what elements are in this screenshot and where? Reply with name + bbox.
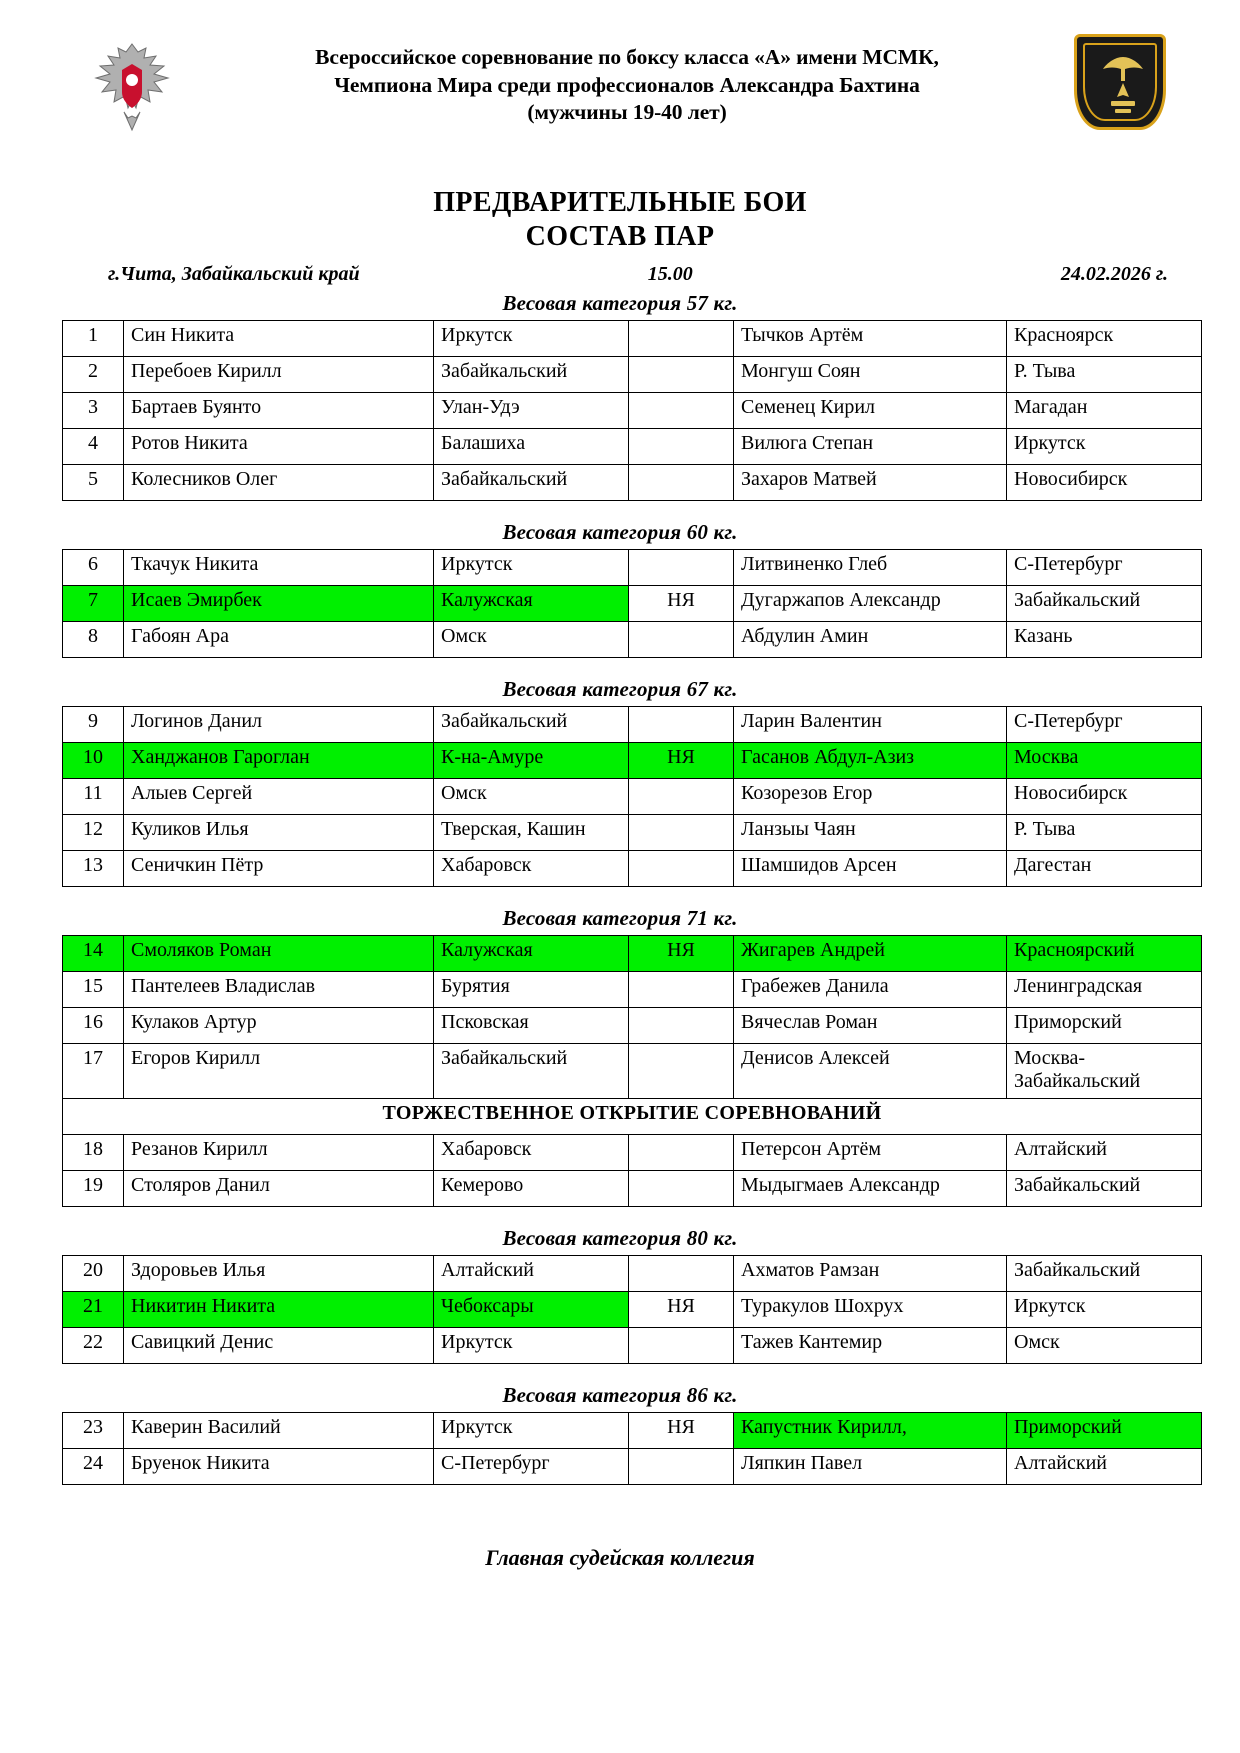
cell-blue: Абдулин Амин [734,622,1007,658]
cell-num: 7 [63,586,124,622]
cell-red-city: Иркутск [434,550,629,586]
cell-blue-city: Магадан [1007,393,1202,429]
date-text: 24.02.2026 г. [1060,263,1168,286]
table-row [63,1291,1202,1327]
cell-blue: Ларин Валентин [734,707,1007,743]
cell-red: Габоян Ара [124,622,434,658]
table-row [63,1327,1202,1363]
cell-mark: НЯ [629,1412,734,1448]
table-row [63,550,1202,586]
cell-blue: Грабежев Данила [734,972,1007,1008]
cell-blue: Денисов Алексей [734,1044,1007,1098]
cell-blue: Дугаржапов Александр [734,586,1007,622]
section-gap [62,658,1178,672]
start-time-text: 15.00 [647,263,693,286]
cell-red: Столяров Данил [124,1170,434,1206]
cell-blue-city: Приморский [1007,1412,1202,1448]
cell-red: Здоровьев Илья [124,1255,434,1291]
cell-num: 8 [63,622,124,658]
cell-blue: Капустник Кирилл, [734,1412,1007,1448]
footer-signature: Главная судейская коллегия [485,1544,755,1570]
cell-red-city: Бурятия [434,972,629,1008]
ceremony-label: ТОРЖЕСТВЕННОЕ ОТКРЫТИЕ СОРЕВНОВАНИЙ [63,1098,1202,1134]
table-row [63,429,1202,465]
cell-mark: НЯ [629,586,734,622]
cell-blue: Жигарев Андрей [734,936,1007,972]
cell-blue: Вячеслав Роман [734,1008,1007,1044]
cell-num: 20 [63,1255,124,1291]
cell-mark: НЯ [629,743,734,779]
cell-red: Резанов Кирилл [124,1134,434,1170]
cell-red-city: Кемерово [434,1170,629,1206]
cell-mark [629,465,734,501]
cell-blue: Тычков Артём [734,321,1007,357]
weight-category-heading: Весовая категория 80 кг. [502,1225,738,1250]
cell-red: Алыев Сергей [124,779,434,815]
cell-red: Ротов Никита [124,429,434,465]
zabaykalsky-krai-coat-of-arms-icon [1074,34,1170,132]
cell-red: Куликов Илья [124,815,434,851]
cell-red: Колесников Олег [124,465,434,501]
cell-red: Син Никита [124,321,434,357]
cell-blue: Тажев Кантемир [734,1327,1007,1363]
cell-blue-city: Забайкальский [1007,1255,1202,1291]
cell-red-city: Хабаровск [434,1134,629,1170]
section-gap [62,887,1178,901]
cell-mark [629,815,734,851]
document-header [62,34,1178,144]
cell-num: 9 [63,707,124,743]
cell-red: Ханджанов Гароглан [124,743,434,779]
cell-red: Бруенок Никита [124,1448,434,1484]
cell-red: Пантелеев Владислав [124,972,434,1008]
cell-blue: Мыдыгмаев Александр [734,1170,1007,1206]
cell-num: 5 [63,465,124,501]
cell-red-city: С-Петербург [434,1448,629,1484]
cell-blue-city: Забайкальский [1007,586,1202,622]
table-row [63,972,1202,1008]
cell-blue-city: Р. Тыва [1007,357,1202,393]
cell-red-city: Забайкальский [434,707,629,743]
cell-red: Логинов Данил [124,707,434,743]
bouts-table [62,320,1202,501]
cell-mark [629,1327,734,1363]
cell-num: 3 [63,393,124,429]
cell-red: Ткачук Никита [124,550,434,586]
cell-blue-city: С-Петербург [1007,550,1202,586]
cell-blue-city: Красноярский [1007,936,1202,972]
cell-red-city: Иркутск [434,1327,629,1363]
table-row [63,707,1202,743]
cell-blue-city: Дагестан [1007,851,1202,887]
cell-num: 18 [63,1134,124,1170]
cell-blue-city: Р. Тыва [1007,815,1202,851]
cell-blue: Гасанов Абдул-Азиз [734,743,1007,779]
cell-num: 22 [63,1327,124,1363]
weight-category-heading: Весовая категория 57 кг. [502,291,738,316]
table-row [63,622,1202,658]
header-line-3: (мужчины 19-40 лет) [527,100,727,125]
table-row [63,1134,1202,1170]
cell-num: 2 [63,357,124,393]
table-row [63,1255,1202,1291]
cell-blue: Семенец Кирил [734,393,1007,429]
cell-blue-city: Алтайский [1007,1448,1202,1484]
document-meta [62,263,1178,286]
cell-blue: Туракулов Шохрух [734,1291,1007,1327]
russian-coat-of-arms-icon [84,34,180,140]
cell-mark [629,550,734,586]
table-row [63,586,1202,622]
cell-blue: Петерсон Артём [734,1134,1007,1170]
cell-mark [629,1134,734,1170]
cell-blue-city: Иркутск [1007,1291,1202,1327]
cell-red-city: Забайкальский [434,1044,629,1098]
document-title: ПРЕДВАРИТЕЛЬНЫЕ БОИ [433,187,807,218]
cell-blue-city: Новосибирск [1007,465,1202,501]
cell-red: Перебоев Кирилл [124,357,434,393]
cell-mark [629,393,734,429]
table-row [63,1412,1202,1448]
cell-blue: Монгуш Соян [734,357,1007,393]
cell-num: 14 [63,936,124,972]
bouts-table [62,1412,1202,1485]
cell-red: Бартаев Буянто [124,393,434,429]
cell-blue-city: Москва [1007,743,1202,779]
cell-red-city: Калужская [434,936,629,972]
cell-red: Егоров Кирилл [124,1044,434,1098]
cell-mark [629,1044,734,1098]
cell-mark [629,707,734,743]
cell-red-city: Омск [434,622,629,658]
cell-mark [629,622,734,658]
cell-blue-city: Казань [1007,622,1202,658]
weight-category-heading: Весовая категория 60 кг. [502,520,738,545]
cell-num: 10 [63,743,124,779]
cell-num: 6 [63,550,124,586]
header-line-1: Всероссийское соревнование по боксу класса «А» имени МСМК, [315,45,939,69]
cell-num: 4 [63,429,124,465]
cell-blue-city: Иркутск [1007,429,1202,465]
cell-red-city: Калужская [434,586,629,622]
cell-num: 13 [63,851,124,887]
table-row [63,743,1202,779]
cell-red-city: Иркутск [434,321,629,357]
cell-mark [629,1008,734,1044]
cell-num: 19 [63,1170,124,1206]
cell-red-city: Балашиха [434,429,629,465]
table-row [63,1448,1202,1484]
cell-blue: Козорезов Егор [734,779,1007,815]
page-title-competition [180,34,1074,127]
cell-red: Смоляков Роман [124,936,434,972]
cell-red-city: Алтайский [434,1255,629,1291]
weight-category-heading: Весовая категория 71 кг. [502,906,738,931]
cell-red: Каверин Василий [124,1412,434,1448]
bouts-table [62,1255,1202,1364]
cell-num: 23 [63,1412,124,1448]
cell-blue: Шамшидов Арсен [734,851,1007,887]
cell-blue-city: Новосибирск [1007,779,1202,815]
cell-num: 1 [63,321,124,357]
cell-num: 21 [63,1291,124,1327]
cell-mark [629,429,734,465]
table-row [63,321,1202,357]
bout-sections [62,286,1178,1498]
cell-mark [629,1448,734,1484]
cell-mark [629,357,734,393]
table-row [63,815,1202,851]
table-row [63,393,1202,429]
cell-blue: Ланзыы Чаян [734,815,1007,851]
cell-num: 15 [63,972,124,1008]
cell-red-city: Тверская, Кашин [434,815,629,851]
cell-mark [629,779,734,815]
bouts-table [62,549,1202,658]
cell-num: 24 [63,1448,124,1484]
table-row [63,1008,1202,1044]
cell-red-city: К-на-Амуре [434,743,629,779]
cell-blue: Ляпкин Павел [734,1448,1007,1484]
header-line-2: Чемпиона Мира среди профессионалов Александра Бахтина [334,72,920,97]
section-gap [62,1207,1178,1221]
cell-red: Сеничкин Пётр [124,851,434,887]
cell-red-city: Забайкальский [434,465,629,501]
cell-mark [629,851,734,887]
cell-blue: Литвиненко Глеб [734,550,1007,586]
cell-blue: Ахматов Рамзан [734,1255,1007,1291]
bouts-table [62,935,1202,1206]
cell-num: 12 [63,815,124,851]
cell-blue-city: Красноярск [1007,321,1202,357]
table-row [63,936,1202,972]
section-gap [62,1364,1178,1378]
cell-red: Савицкий Денис [124,1327,434,1363]
document-subtitle: СОСТАВ ПАР [525,221,715,253]
table-row [63,357,1202,393]
table-row [63,851,1202,887]
weight-category-heading: Весовая категория 67 кг. [502,677,738,702]
cell-blue-city: Алтайский [1007,1134,1202,1170]
cell-blue-city: Приморский [1007,1008,1202,1044]
cell-num: 16 [63,1008,124,1044]
cell-red-city: Иркутск [434,1412,629,1448]
cell-blue: Захаров Матвей [734,465,1007,501]
ceremony-row [63,1098,1202,1134]
cell-red: Кулаков Артур [124,1008,434,1044]
cell-num: 17 [63,1044,124,1098]
weight-category-heading: Весовая категория 86 кг. [502,1382,738,1407]
table-row [63,779,1202,815]
table-row [63,1170,1202,1206]
cell-red-city: Хабаровск [434,851,629,887]
cell-red: Никитин Никита [124,1291,434,1327]
cell-mark [629,321,734,357]
cell-red-city: Улан-Удэ [434,393,629,429]
section-gap [62,501,1178,515]
cell-mark: НЯ [629,936,734,972]
cell-blue-city: Москва-Забайкальский [1007,1044,1202,1098]
cell-blue-city: Ленинградская [1007,972,1202,1008]
cell-red: Исаев Эмирбек [124,586,434,622]
cell-red-city: Забайкальский [434,357,629,393]
cell-num: 11 [63,779,124,815]
cell-red-city: Омск [434,779,629,815]
cell-mark [629,1170,734,1206]
cell-blue: Вилюга Степан [734,429,1007,465]
bouts-table [62,706,1202,887]
cell-blue-city: Забайкальский [1007,1170,1202,1206]
location-text: г.Чита, Забайкальский край [108,263,360,286]
cell-blue-city: С-Петербург [1007,707,1202,743]
section-gap [62,1485,1178,1499]
cell-mark: НЯ [629,1291,734,1327]
cell-mark [629,1255,734,1291]
cell-red-city: Чебоксары [434,1291,629,1327]
cell-red-city: Псковская [434,1008,629,1044]
cell-blue-city: Омск [1007,1327,1202,1363]
table-row [63,465,1202,501]
table-row [63,1044,1202,1098]
cell-mark [629,972,734,1008]
